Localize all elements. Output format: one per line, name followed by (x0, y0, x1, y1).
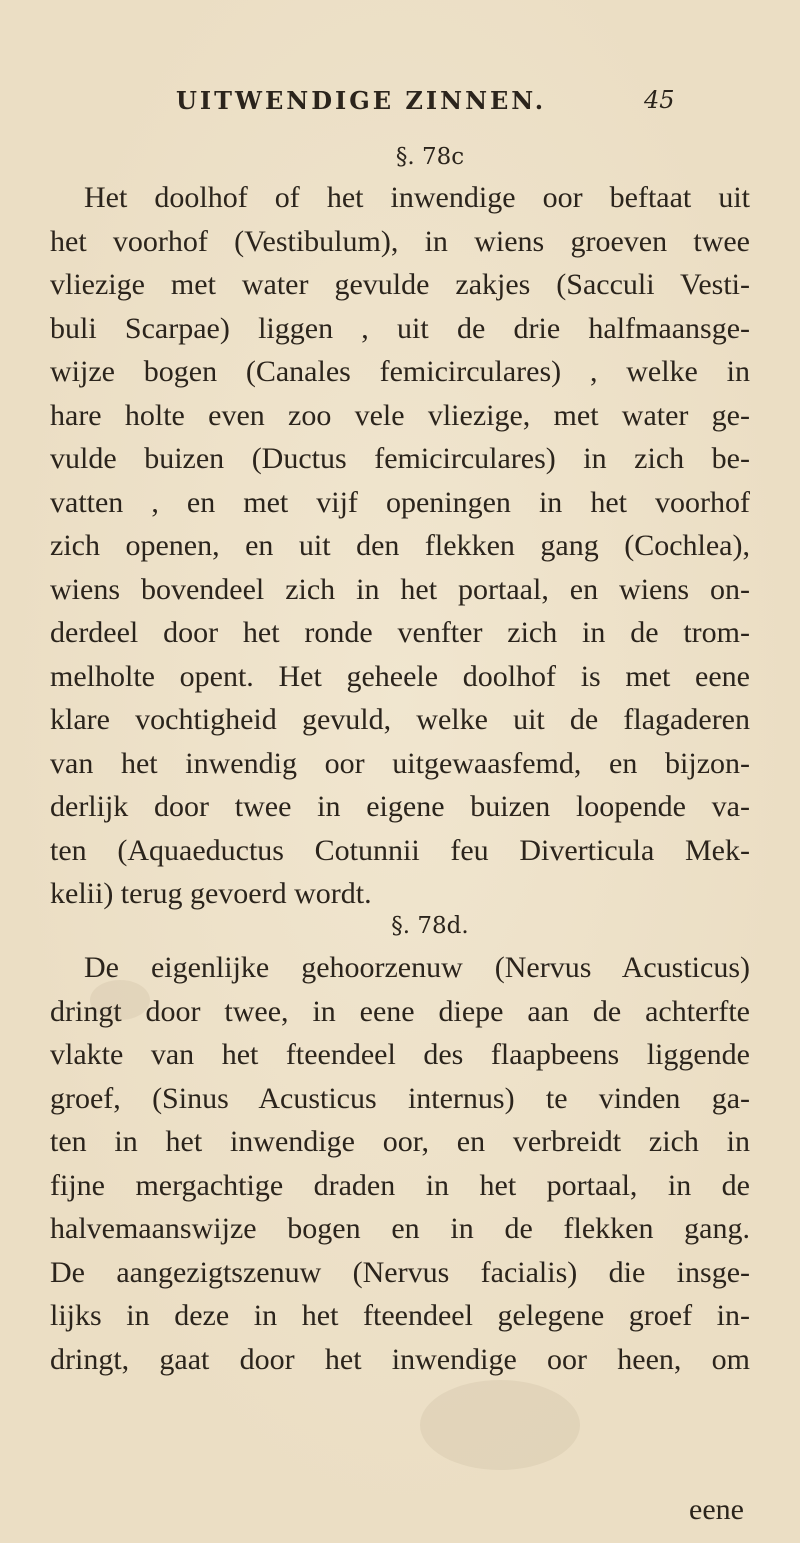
text-line: halvemaanswijze bogen en in de flekken gang. (50, 1212, 750, 1245)
paper-stain (420, 1380, 580, 1470)
text-line: vulde buizen (Ductus femicirculares) in zich be- (50, 442, 750, 475)
text-line: wijze bogen (Canales femicirculares) , welke in (50, 355, 750, 388)
text-line: hare holte even zoo vele vliezige, met water ge- (50, 398, 750, 432)
text-line: vatten , en met vijf openingen in het voorhof (50, 485, 750, 519)
text-line: buli Scarpae) liggen , uit de drie halfmaansge- (50, 311, 750, 345)
text-line: melholte opent. Het geheele doolhof is met eene (50, 659, 750, 693)
paragraph-78d (50, 946, 750, 1381)
text-line: De eigenlijke gehoorzenuw (Nervus Acusticus) (84, 951, 750, 984)
text-line: van het inwendig oor uitgewaasfemd, en bijzon- (50, 746, 750, 780)
text-line: fijne mergachtige draden in het portaal, in de (50, 1168, 750, 1202)
section-mark-78c: §. 78c (395, 144, 465, 170)
text-line: derlijk door twee in eigene buizen loopende va- (50, 790, 750, 823)
text-line: Het doolhof of het inwendige oor beftaat uit (84, 181, 750, 214)
text-line: vliezige met water gevulde zakjes (Sacculi Vesti- (50, 268, 750, 301)
text-line: ten in het inwendige oor, en verbreidt zich in (50, 1125, 750, 1158)
text-line: lijks in deze in het fteendeel gelegene groef in- (50, 1299, 750, 1332)
text-line: wiens bovendeel zich in het portaal, en wiens on- (50, 572, 750, 606)
text-line: klare vochtigheid gevuld, welke uit de flagaderen (50, 703, 750, 736)
page-number: 45 (644, 86, 675, 114)
text-line: kelii) terug gevoerd wordt. (50, 877, 372, 910)
text-line: De aangezigtszenuw (Nervus facialis) die insge- (50, 1255, 750, 1289)
text-line: dringt door twee, in eene diepe aan de achterfte (50, 994, 750, 1028)
text-line: groef, (Sinus Acusticus internus) te vinden ga- (50, 1081, 750, 1115)
text-line: het voorhof (Vestibulum), in wiens groeven twee (50, 224, 750, 258)
text-line: dringt, gaat door het inwendige oor heen, om (50, 1342, 750, 1376)
running-title: UITWENDIGE ZINNEN. (176, 86, 547, 115)
paragraph-78c (50, 176, 750, 916)
text-line: zich openen, en uit den flekken gang (Cochlea), (50, 529, 750, 562)
text-line: vlakte van het fteendeel des flaapbeens liggende (50, 1038, 750, 1071)
text-line: derdeel door het ronde venfter zich in de trom- (50, 616, 750, 649)
text-line: ten (Aquaeductus Cotunnii feu Diverticula Mek- (50, 833, 750, 867)
section-mark-78d: §. 78d. (391, 913, 469, 939)
catchword: eene (689, 1493, 744, 1526)
